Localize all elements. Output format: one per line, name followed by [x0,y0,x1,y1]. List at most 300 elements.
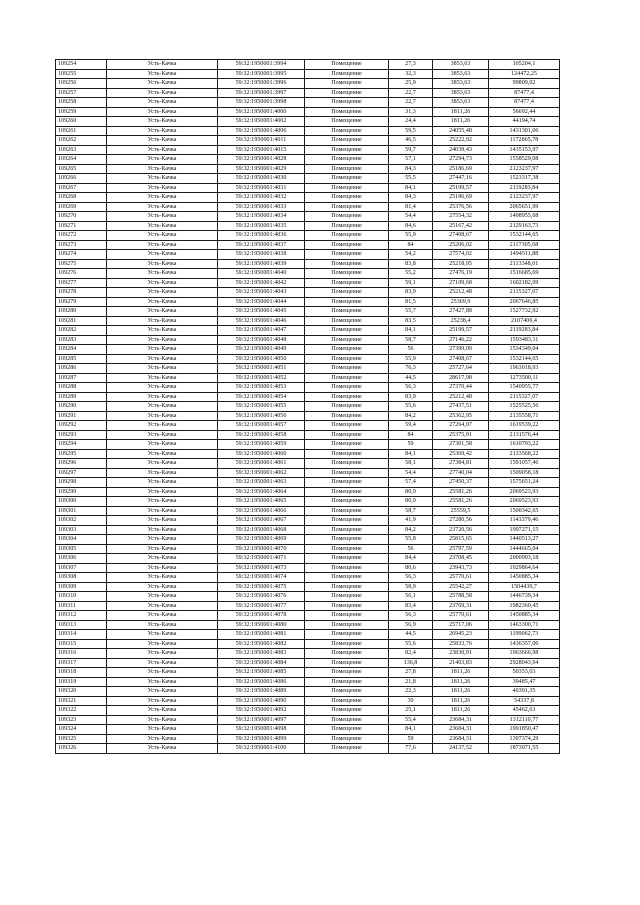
cadastral-number-cell: 59:32:1950001:4077 [218,601,305,611]
area-cell: 55,7 [389,307,433,317]
area-cell: 54,4 [389,212,433,222]
record-number-cell: 109264 [56,155,107,165]
table-row [56,744,560,754]
record-number-cell: 109325 [56,734,107,744]
object-type-cell: Помещение [305,60,389,70]
area-cell: 21,8 [389,677,433,687]
table-row [56,392,560,402]
cadastral-value-cell: 105204,1 [489,60,560,70]
unit-cost-cell: 25770,61 [433,611,489,621]
table-row [56,231,560,241]
object-type-cell: Помещение [305,478,389,488]
table-row [56,145,560,155]
locality-cell: Усть-Качка [107,117,218,127]
cadastral-number-cell: 59:32:1950001:4089 [218,687,305,697]
cadastral-value-cell: 1558529,08 [489,155,560,165]
area-cell: 84,2 [389,525,433,535]
cadastral-number-cell: 59:32:1950001:4035 [218,221,305,231]
area-cell: 58,7 [389,335,433,345]
area-cell: 84,1 [389,326,433,336]
table-row [56,164,560,174]
object-type-cell: Помещение [305,278,389,288]
locality-cell: Усть-Качка [107,316,218,326]
cadastral-number-cell: 59:32:1950001:3996 [218,79,305,89]
unit-cost-cell: 25833,76 [433,639,489,649]
record-number-cell: 109309 [56,582,107,592]
unit-cost-cell: 25206,02 [433,240,489,250]
cadastral-number-cell: 59:32:1950001:4034 [218,212,305,222]
record-number-cell: 109258 [56,98,107,108]
table-row [56,677,560,687]
object-type-cell: Помещение [305,601,389,611]
area-cell: 83,8 [389,259,433,269]
record-number-cell: 109288 [56,383,107,393]
area-cell: 46,5 [389,136,433,146]
unit-cost-cell: 1811,26 [433,706,489,716]
area-cell: 54,2 [389,250,433,260]
cadastral-value-cell: 1312110,77 [489,715,560,725]
unit-cost-cell: 25218,95 [433,259,489,269]
locality-cell: Усть-Качка [107,212,218,222]
unit-cost-cell: 23684,31 [433,734,489,744]
unit-cost-cell: 24039,43 [433,145,489,155]
table-row [56,69,560,79]
unit-cost-cell: 23943,73 [433,563,489,573]
table-row [56,601,560,611]
locality-cell: Усть-Качка [107,250,218,260]
locality-cell: Усть-Качка [107,354,218,364]
cadastral-value-cell: 1619539,22 [489,421,560,431]
record-number-cell: 109297 [56,468,107,478]
object-type-cell: Помещение [305,516,389,526]
cadastral-number-cell: 59:32:1950001:4063 [218,478,305,488]
object-type-cell: Помещение [305,335,389,345]
cadastral-value-cell: 2119283,84 [489,183,560,193]
locality-cell: Усть-Качка [107,715,218,725]
unit-cost-cell: 23684,31 [433,725,489,735]
table-row [56,620,560,630]
cadastral-number-cell: 59:32:1950001:4073 [218,563,305,573]
cadastral-number-cell: 59:32:1950001:4052 [218,373,305,383]
area-cell: 56,3 [389,573,433,583]
record-number-cell: 109305 [56,544,107,554]
cadastral-number-cell: 59:32:1950001:4029 [218,164,305,174]
locality-cell: Усть-Качка [107,69,218,79]
cadastral-number-cell: 59:32:1950001:4040 [218,269,305,279]
object-type-cell: Помещение [305,354,389,364]
locality-cell: Усть-Качка [107,392,218,402]
table-row [56,696,560,706]
unit-cost-cell: 1811,26 [433,107,489,117]
locality-cell: Усть-Качка [107,516,218,526]
table-row [56,326,560,336]
unit-cost-cell: 27146,22 [433,335,489,345]
area-cell: 25,9 [389,79,433,89]
cadastral-number-cell: 59:32:1950001:4039 [218,259,305,269]
cadastral-value-cell: 1532144,65 [489,231,560,241]
locality-cell: Усть-Качка [107,373,218,383]
table-row [56,117,560,127]
area-cell: 27,3 [389,60,433,70]
object-type-cell: Помещение [305,183,389,193]
locality-cell: Усть-Качка [107,687,218,697]
locality-cell: Усть-Качка [107,221,218,231]
cadastral-number-cell: 59:32:1950001:4066 [218,506,305,516]
object-type-cell: Помещение [305,563,389,573]
cadastral-number-cell: 59:32:1950001:4031 [218,183,305,193]
area-cell: 55,2 [389,269,433,279]
cadastral-value-cell: 2065651,99 [489,202,560,212]
table-row [56,734,560,744]
table-row [56,60,560,70]
area-cell: 77,6 [389,744,433,754]
cadastral-number-cell: 59:32:1950001:4100 [218,744,305,754]
object-type-cell: Помещение [305,668,389,678]
record-number-cell: 109323 [56,715,107,725]
cadastral-value-cell: 44194,74 [489,117,560,127]
locality-cell: Усть-Качка [107,563,218,573]
record-number-cell: 109310 [56,592,107,602]
object-type-cell: Помещение [305,240,389,250]
object-type-cell: Помещение [305,231,389,241]
object-type-cell: Помещение [305,383,389,393]
object-type-cell: Помещение [305,744,389,754]
area-cell: 83,9 [389,392,433,402]
unit-cost-cell: 27740,04 [433,468,489,478]
object-type-cell: Помещение [305,554,389,564]
locality-cell: Усть-Качка [107,88,218,98]
cadastral-value-cell: 2129163,73 [489,221,560,231]
locality-cell: Усть-Качка [107,345,218,355]
object-type-cell: Помещение [305,497,389,507]
locality-cell: Усть-Качка [107,183,218,193]
record-number-cell: 109256 [56,79,107,89]
cadastral-value-cell: 1997271,15 [489,525,560,535]
locality-cell: Усть-Качка [107,193,218,203]
cadastral-number-cell: 59:32:1950001:4076 [218,592,305,602]
area-cell: 56,3 [389,383,433,393]
cadastral-value-cell: 2115327,07 [489,288,560,298]
table-row [56,107,560,117]
area-cell: 56 [389,544,433,554]
area-cell: 31,3 [389,107,433,117]
area-cell: 80,9 [389,497,433,507]
object-type-cell: Помещение [305,592,389,602]
locality-cell: Усть-Качка [107,278,218,288]
area-cell: 55,9 [389,231,433,241]
unit-cost-cell: 25559,5 [433,506,489,516]
cadastral-value-cell: 87477,4 [489,98,560,108]
cadastral-number-cell: 59:32:1950001:4046 [218,316,305,326]
cadastral-number-cell: 59:32:1950001:4057 [218,421,305,431]
object-type-cell: Помещение [305,582,389,592]
record-number-cell: 109257 [56,88,107,98]
unit-cost-cell: 25815,65 [433,535,489,545]
cadastral-number-cell: 59:32:1950001:4069 [218,535,305,545]
table-row [56,449,560,459]
table-row [56,259,560,269]
table-row [56,715,560,725]
area-cell: 22,7 [389,88,433,98]
cadastral-value-cell: 1591057,46 [489,459,560,469]
cadastral-value-cell: 1516685,69 [489,269,560,279]
cadastral-value-cell: 2115327,07 [489,392,560,402]
cadastral-value-cell: 1525525,56 [489,402,560,412]
locality-cell: Усть-Качка [107,478,218,488]
record-number-cell: 109293 [56,430,107,440]
locality-cell: Усть-Качка [107,582,218,592]
unit-cost-cell: 25167,42 [433,221,489,231]
table-row [56,402,560,412]
record-number-cell: 109265 [56,164,107,174]
area-cell: 27,8 [389,668,433,678]
object-type-cell: Помещение [305,402,389,412]
record-number-cell: 109301 [56,506,107,516]
cadastral-number-cell: 59:32:1950001:4051 [218,364,305,374]
cadastral-value-cell: 1982360,45 [489,601,560,611]
area-cell: 55,9 [389,354,433,364]
record-number-cell: 109270 [56,212,107,222]
record-number-cell: 109278 [56,288,107,298]
area-cell: 58,9 [389,582,433,592]
cadastral-value-cell: 124472,25 [489,69,560,79]
unit-cost-cell: 3853,63 [433,79,489,89]
object-type-cell: Помещение [305,174,389,184]
area-cell: 24,4 [389,117,433,127]
unit-cost-cell: 27280,56 [433,516,489,526]
locality-cell: Усть-Качка [107,411,218,421]
cadastral-value-cell: 87477,4 [489,88,560,98]
locality-cell: Усть-Качка [107,525,218,535]
cadastral-value-cell: 1500342,65 [489,506,560,516]
cadastral-number-cell: 59:32:1950001:4042 [218,278,305,288]
locality-cell: Усть-Качка [107,459,218,469]
unit-cost-cell: 27294,73 [433,155,489,165]
record-number-cell: 109319 [56,677,107,687]
record-number-cell: 109273 [56,240,107,250]
object-type-cell: Помещение [305,307,389,317]
locality-cell: Усть-Качка [107,402,218,412]
cadastral-number-cell: 59:32:1950001:4050 [218,354,305,364]
cadastral-number-cell: 59:32:1950001:4062 [218,468,305,478]
area-cell: 82,4 [389,649,433,659]
cadastral-number-cell: 59:32:1950001:4000 [218,107,305,117]
object-type-cell: Помещение [305,734,389,744]
locality-cell: Усть-Качка [107,506,218,516]
table-row [56,430,560,440]
cadastral-number-cell: 59:32:1950001:4038 [218,250,305,260]
cadastral-value-cell: 1532144,65 [489,354,560,364]
locality-cell: Усть-Качка [107,639,218,649]
cadastral-value-cell: 1172865,78 [489,136,560,146]
cadastral-value-cell: 1450885,34 [489,611,560,621]
cadastral-number-cell: 59:32:1950001:3997 [218,88,305,98]
cadastral-value-cell: 1463300,71 [489,620,560,630]
record-number-cell: 109268 [56,193,107,203]
cadastral-number-cell: 59:32:1950001:4083 [218,649,305,659]
locality-cell: Усть-Качка [107,202,218,212]
locality-cell: Усть-Качка [107,383,218,393]
unit-cost-cell: 25199,57 [433,183,489,193]
cadastral-number-cell: 59:32:1950001:4055 [218,402,305,412]
object-type-cell: Помещение [305,573,389,583]
cadastral-number-cell: 59:32:1950001:4058 [218,430,305,440]
locality-cell: Усть-Качка [107,259,218,269]
object-type-cell: Помещение [305,440,389,450]
unit-cost-cell: 24137,52 [433,744,489,754]
cadastral-number-cell: 59:32:1950001:4085 [218,668,305,678]
object-type-cell: Помещение [305,725,389,735]
table-row [56,79,560,89]
cadastral-value-cell: 2123237,97 [489,164,560,174]
record-number-cell: 109313 [56,620,107,630]
cadastral-number-cell: 59:32:1950001:4070 [218,544,305,554]
unit-cost-cell: 25788,58 [433,592,489,602]
object-type-cell: Помещение [305,373,389,383]
record-number-cell: 109282 [56,326,107,336]
table-row [56,516,560,526]
object-type-cell: Помещение [305,630,389,640]
unit-cost-cell: 25542,27 [433,582,489,592]
table-row [56,288,560,298]
cadastral-value-cell: 40391,35 [489,687,560,697]
cadastral-number-cell: 59:32:1950001:4071 [218,554,305,564]
table-row [56,554,560,564]
record-number-cell: 109267 [56,183,107,193]
unit-cost-cell: 27301,58 [433,440,489,450]
cadastral-value-cell: 2119283,84 [489,326,560,336]
object-type-cell: Помещение [305,326,389,336]
table-row [56,364,560,374]
locality-cell: Усть-Качка [107,649,218,659]
locality-cell: Усть-Качка [107,611,218,621]
object-type-cell: Помещение [305,193,389,203]
table-row [56,478,560,488]
area-cell: 84,6 [389,221,433,231]
record-number-cell: 109266 [56,174,107,184]
table-row [56,687,560,697]
record-number-cell: 109277 [56,278,107,288]
locality-cell: Усть-Качка [107,706,218,716]
cadastral-number-cell: 59:32:1950001:4059 [218,440,305,450]
locality-cell: Усть-Качка [107,79,218,89]
area-cell: 80,6 [389,563,433,573]
locality-cell: Усть-Качка [107,269,218,279]
object-type-cell: Помещение [305,164,389,174]
area-cell: 56 [389,345,433,355]
locality-cell: Усть-Качка [107,326,218,336]
record-number-cell: 109283 [56,335,107,345]
object-type-cell: Помещение [305,136,389,146]
area-cell: 84,3 [389,193,433,203]
area-cell: 55,6 [389,402,433,412]
table-row [56,725,560,735]
unit-cost-cell: 28617,98 [433,373,489,383]
record-number-cell: 109316 [56,649,107,659]
area-cell: 76,3 [389,364,433,374]
table-row [56,240,560,250]
record-number-cell: 109261 [56,126,107,136]
locality-cell: Усть-Качка [107,601,218,611]
unit-cost-cell: 25797,59 [433,544,489,554]
record-number-cell: 109298 [56,478,107,488]
record-number-cell: 109311 [56,601,107,611]
unit-cost-cell: 25212,48 [433,288,489,298]
table-row [56,212,560,222]
area-cell: 83,5 [389,316,433,326]
cadastral-value-cell: 2000993,18 [489,554,560,564]
table-row [56,316,560,326]
table-row [56,98,560,108]
unit-cost-cell: 3853,63 [433,98,489,108]
object-type-cell: Помещение [305,706,389,716]
table-row [56,592,560,602]
locality-cell: Усть-Качка [107,126,218,136]
object-type-cell: Помещение [305,155,389,165]
table-row [56,335,560,345]
locality-cell: Усть-Качка [107,174,218,184]
table-row [56,544,560,554]
unit-cost-cell: 27437,51 [433,402,489,412]
cadastral-value-cell: 2069523,93 [489,497,560,507]
object-type-cell: Помещение [305,88,389,98]
cadastral-number-cell: 59:32:1950001:4048 [218,335,305,345]
locality-cell: Усть-Качка [107,449,218,459]
cadastral-number-cell: 59:32:1950001:3994 [218,60,305,70]
record-number-cell: 109307 [56,563,107,573]
unit-cost-cell: 23830,91 [433,649,489,659]
unit-cost-cell: 25727,64 [433,364,489,374]
record-number-cell: 109303 [56,525,107,535]
locality-cell: Усть-Качка [107,155,218,165]
record-number-cell: 109291 [56,411,107,421]
table-row [56,630,560,640]
unit-cost-cell: 27109,68 [433,278,489,288]
cadastral-value-cell: 2117305,68 [489,240,560,250]
cadastral-number-cell: 59:32:1950001:4061 [218,459,305,469]
locality-cell: Усть-Качка [107,107,218,117]
unit-cost-cell: 23720,56 [433,525,489,535]
area-cell: 81,5 [389,297,433,307]
object-type-cell: Помещение [305,202,389,212]
record-number-cell: 109290 [56,402,107,412]
cadastral-value-cell: 56692,44 [489,107,560,117]
cadastral-number-cell: 59:32:1950001:4092 [218,706,305,716]
locality-cell: Усть-Качка [107,98,218,108]
cadastral-value-cell: 2928043,94 [489,658,560,668]
table-row [56,221,560,231]
cadastral-value-cell: 2135558,71 [489,411,560,421]
area-cell: 22,7 [389,98,433,108]
object-type-cell: Помещение [305,364,389,374]
record-number-cell: 109294 [56,440,107,450]
locality-cell: Усть-Качка [107,725,218,735]
area-cell: 83,9 [389,288,433,298]
cadastral-number-cell: 59:32:1950001:3998 [218,98,305,108]
area-cell: 25,1 [389,706,433,716]
cadastral-number-cell: 59:32:1950001:4053 [218,383,305,393]
area-cell: 54,4 [389,468,433,478]
record-number-cell: 109263 [56,145,107,155]
object-type-cell: Помещение [305,98,389,108]
locality-cell: Усть-Качка [107,164,218,174]
object-type-cell: Помещение [305,421,389,431]
record-number-cell: 109320 [56,687,107,697]
unit-cost-cell: 25186,69 [433,164,489,174]
table-row [56,459,560,469]
cadastral-value-cell: 1929864,64 [489,563,560,573]
cadastral-number-cell: 59:32:1950001:4032 [218,193,305,203]
